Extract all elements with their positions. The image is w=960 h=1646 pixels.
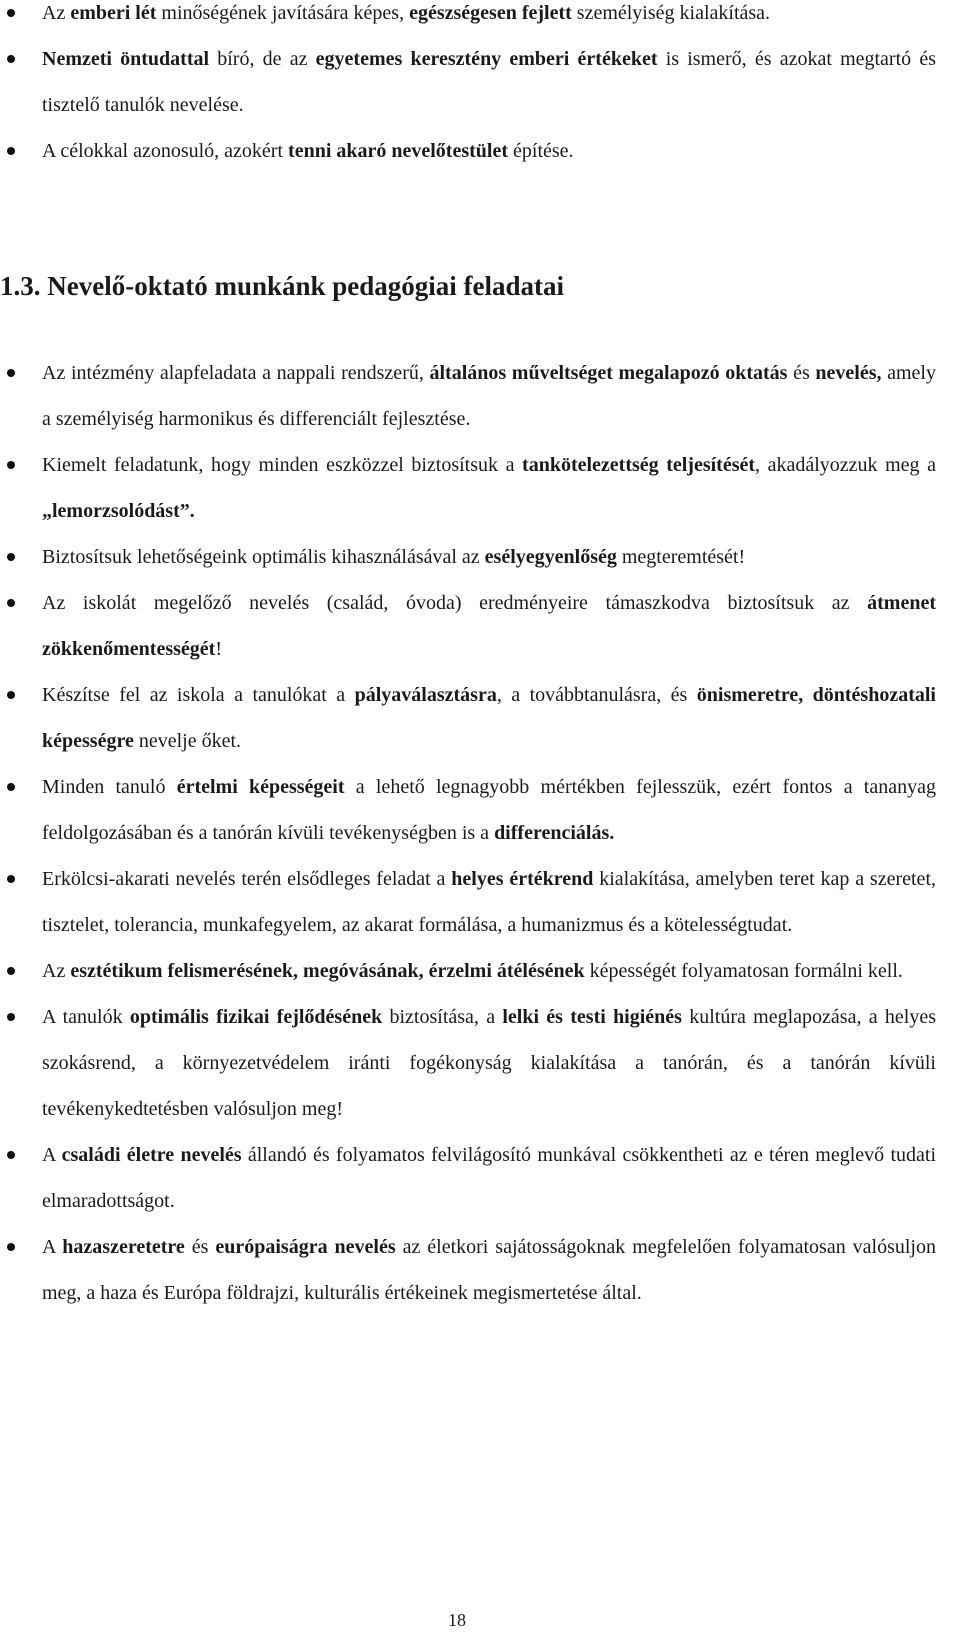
section-heading: 1.3. Nevelő-oktató munkánk pedagógiai feladatai [0,271,565,301]
text-segment: bíró, de az [209,48,316,70]
bullet-item [0,1224,952,1316]
bold-text: pályaválasztásra [354,684,497,706]
bold-text: átmenet zökkenőmentességét [42,592,936,660]
text-segment: Az iskolát megelőző nevelés (család, óvoda) eredményeire támaszkodva biztosítsuk az [42,592,868,614]
bold-text: tenni akaró nevelőtestület [288,140,509,162]
bullet-item [0,856,952,948]
bold-text: általános műveltséget megalapozó oktatás [429,362,788,384]
text-segment: Az [42,960,71,982]
text-segment: az életkori sajátosságoknak megfelelően folyamatosan valósuljon meg, a haza és Európa földrajzi, kulturális értékeinek megismertetése által. [42,1236,936,1304]
text-segment: Kiemelt feladatunk, hogy minden eszközzel biztosítsuk a [42,454,523,476]
text-segment: megteremtését! [616,546,746,568]
bold-text: optimális fizikai fejlődésének [129,1006,383,1028]
bold-text: lelki és testi higiénés [502,1006,682,1028]
text-segment: és [787,362,816,384]
bold-text: emberi lét [70,2,157,24]
bullet-item [0,1132,952,1224]
text-segment: minőségének javítására képes, [156,2,410,24]
bold-text: családi életre nevelés [61,1144,242,1166]
text-segment: állandó és folyamatos felvilágosító munkával csökkentheti az e téren meglevő tudati elmaradottságot. [42,1144,936,1212]
text-segment: nevelje őket. [133,730,242,752]
text-segment: Készítse fel az iskola a tanulókat a [42,684,355,706]
bold-text: „lemorzsolódást”. [42,500,195,522]
text-segment: Erkölcsi-akarati nevelés terén elsődleges feladat a [42,868,452,890]
bullet-item [0,764,952,856]
text-segment: a lehető legnagyobb mértékben fejlesszük, ezért fontos a tananyag feldolgozásában és a tanórán kívüli tevékenységben is a [42,776,936,844]
goals-bullet-list [0,0,960,174]
text-segment: kialakítása, amelyben teret kap a szeretet, tisztelet, tolerancia, munkafegyelem, az akarat formálása, a humanizmus és a kötelességtudat. [42,868,936,936]
text-segment: A [42,1236,63,1258]
bold-text: hazaszeretetre [62,1236,185,1258]
text-segment: , a továbbtanulásra, és [496,684,697,706]
bold-text: értelmi képességeit [176,776,345,798]
text-segment: is ismerő, és azokat megtartó és tisztelő tanulók nevelése. [42,48,937,116]
bold-text: helyes értékrend [451,868,594,890]
text-segment: és [184,1236,216,1258]
bold-text: európaiságra nevelés [215,1236,396,1258]
text-segment: személyiség kialakítása. [571,2,771,24]
bullet-item [0,0,952,36]
text-segment: amely a személyiség harmonikus és differenciált fejlesztése. [42,362,936,430]
bold-text: tankötelezettség teljesítését [522,454,756,476]
bullet-item [0,672,952,764]
text-segment: Az [42,2,71,24]
text-segment: építése. [508,140,574,162]
bullet-item [0,442,952,534]
bullet-item [0,948,952,994]
bullet-item [0,994,952,1132]
bold-text: egészségesen fejlett [409,2,572,24]
bullet-item [0,350,952,442]
bold-text: Nemzeti öntudattal [42,48,210,70]
text-segment: Biztosítsuk lehetőségeink optimális kihasználásával az [42,546,485,568]
bold-text: nevelés, [815,362,882,384]
text-segment: képességét folyamatosan formálni kell. [584,960,903,982]
bold-text: esélyegyenlőség [484,546,617,568]
text-segment: , akadályozzuk meg a [755,454,936,476]
page-number: 18 [448,1610,466,1630]
text-segment: A tanulók [42,1006,130,1028]
bold-text: önismeretre, döntéshozatali képességre [42,684,936,752]
text-segment: Az intézmény alapfeladata a nappali rendszerű, [42,362,430,384]
bullet-item [0,580,952,672]
text-segment: biztosítása, a [382,1006,503,1028]
text-segment: ! [215,638,222,660]
bold-text: esztétikum felismerésének, megóvásának, érzelmi átélésének [70,960,585,982]
bold-text: egyetemes keresztény emberi értékeket [315,48,658,70]
tasks-bullet-list [0,350,960,1316]
bullet-item [0,128,952,174]
text-segment: A célokkal azonosuló, azokért [42,140,289,162]
bold-text: differenciálás. [494,822,615,844]
text-segment: A [42,1144,62,1166]
text-segment: kultúra meglapozása, a helyes szokásrend, a környezetvédelem iránti fogékonyság kialakítása a tanórán, és a tanórán kívüli tevékenykedtetésben valósuljon meg! [42,1006,936,1120]
bullet-item [0,36,952,128]
bullet-item [0,534,952,580]
text-segment: Minden tanuló [42,776,177,798]
